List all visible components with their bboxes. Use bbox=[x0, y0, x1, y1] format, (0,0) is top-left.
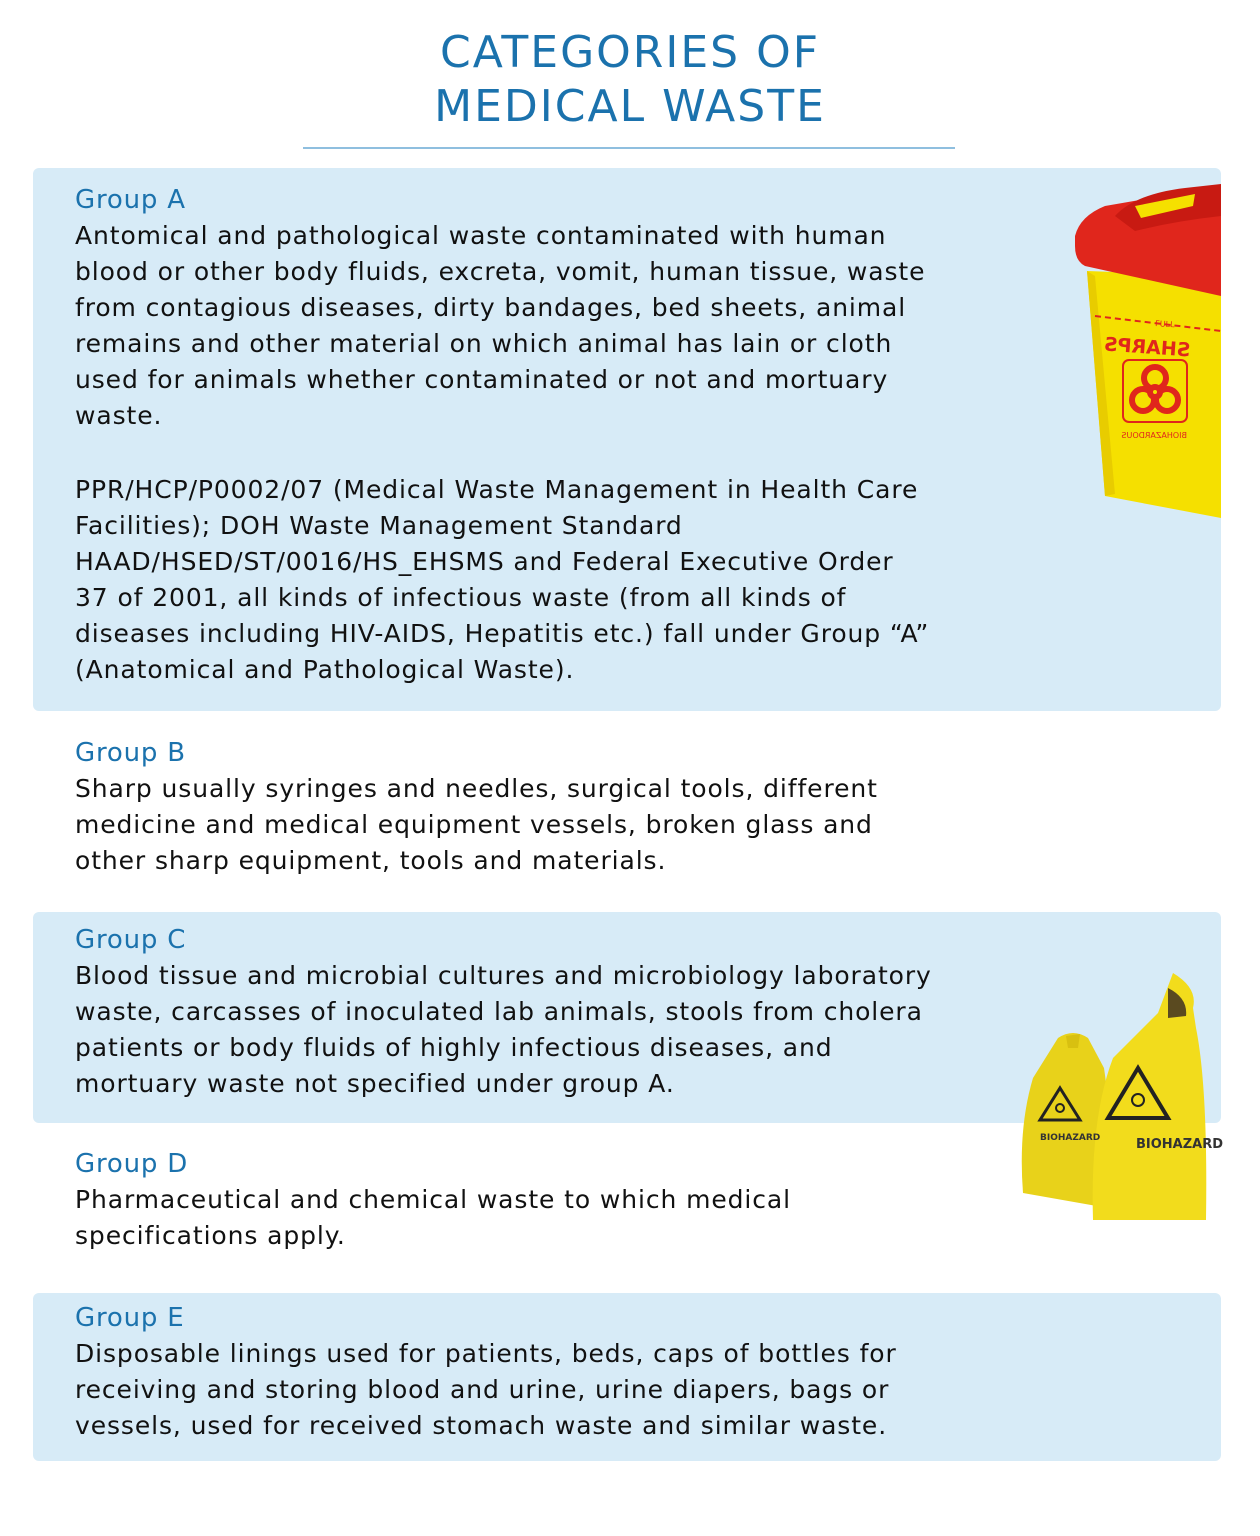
body-text-line: from contagious diseases, dirty bandages, bed sheets, animal bbox=[75, 293, 907, 322]
title-line-1: CATEGORIES OF bbox=[439, 27, 821, 78]
body-text-line: receiving and storing blood and urine, urine diapers, bags or bbox=[75, 1375, 890, 1404]
title-divider bbox=[303, 147, 955, 149]
body-text-line: 37 of 2001, all kinds of infectious waste (from all kinds of bbox=[75, 583, 847, 612]
sharps-fill-line-label: FULL bbox=[1154, 319, 1175, 330]
body-text-line: medicine and medical equipment vessels, broken glass and bbox=[75, 810, 873, 839]
paragraph-gap bbox=[75, 434, 929, 472]
group-heading: Group D bbox=[75, 1149, 189, 1179]
body-text-line: Facilities); DOH Waste Management Standard bbox=[75, 511, 683, 540]
page-title bbox=[0, 26, 1260, 134]
group-heading: Group A bbox=[75, 185, 186, 215]
body-text-line: Blood tissue and microbial cultures and microbiology laboratory bbox=[75, 961, 932, 990]
body-text-line: Antomical and pathological waste contaminated with human bbox=[75, 221, 887, 250]
group-e bbox=[75, 1300, 897, 1444]
body-text-line: (Anatomical and Pathological Waste). bbox=[75, 655, 575, 684]
group-a bbox=[75, 182, 929, 688]
body-text-line: patients or body fluids of highly infectious diseases, and bbox=[75, 1033, 833, 1062]
body-text-line: mortuary waste not specified under group A. bbox=[75, 1069, 675, 1098]
body-text-line: waste, carcasses of inoculated lab animals, stools from cholera bbox=[75, 997, 923, 1026]
body-text-line: Pharmaceutical and chemical waste to which medical bbox=[75, 1185, 791, 1214]
body-text-line: Disposable linings used for patients, beds, caps of bottles for bbox=[75, 1339, 897, 1368]
body-text-line: diseases including HIV-AIDS, Hepatitis etc.) fall under Group “A” bbox=[75, 619, 930, 648]
group-heading: Group B bbox=[75, 738, 186, 768]
body-text-line: waste. bbox=[75, 401, 163, 430]
group-b bbox=[75, 735, 878, 879]
body-text-line: other sharp equipment, tools and materials. bbox=[75, 846, 667, 875]
title-line-2: MEDICAL WASTE bbox=[434, 81, 826, 132]
body-text-line: blood or other body fluids, excreta, vomit, human tissue, waste bbox=[75, 257, 926, 286]
sharps-container-image bbox=[1075, 176, 1221, 518]
group-heading: Group C bbox=[75, 925, 187, 955]
body-text-line: vessels, used for received stomach waste and similar waste. bbox=[75, 1411, 888, 1440]
body-text-line: PPR/HCP/P0002/07 (Medical Waste Management in Health Care bbox=[75, 475, 919, 504]
body-text-line: used for animals whether contaminated or not and mortuary bbox=[75, 365, 889, 394]
body-text-line: Sharp usually syringes and needles, surgical tools, different bbox=[75, 774, 878, 803]
group-heading: Group E bbox=[75, 1303, 185, 1333]
body-text-line: specifications apply. bbox=[75, 1221, 346, 1250]
body-text-line: HAAD/HSED/ST/0016/HS_EHSMS and Federal Executive Order bbox=[75, 547, 894, 576]
group-d bbox=[75, 1146, 791, 1254]
biohazard-bags-image bbox=[1018, 968, 1224, 1224]
sharps-label: SHARPS bbox=[1103, 333, 1192, 362]
bag-label-small: BIOHAZARD bbox=[1040, 1133, 1101, 1143]
sharps-sublabel: BIOHAZARDOUS bbox=[1121, 431, 1187, 440]
bag-label: BIOHAZARD bbox=[1136, 1137, 1224, 1152]
group-c bbox=[75, 922, 932, 1102]
body-text-line: remains and other material on which animal has lain or cloth bbox=[75, 329, 893, 358]
